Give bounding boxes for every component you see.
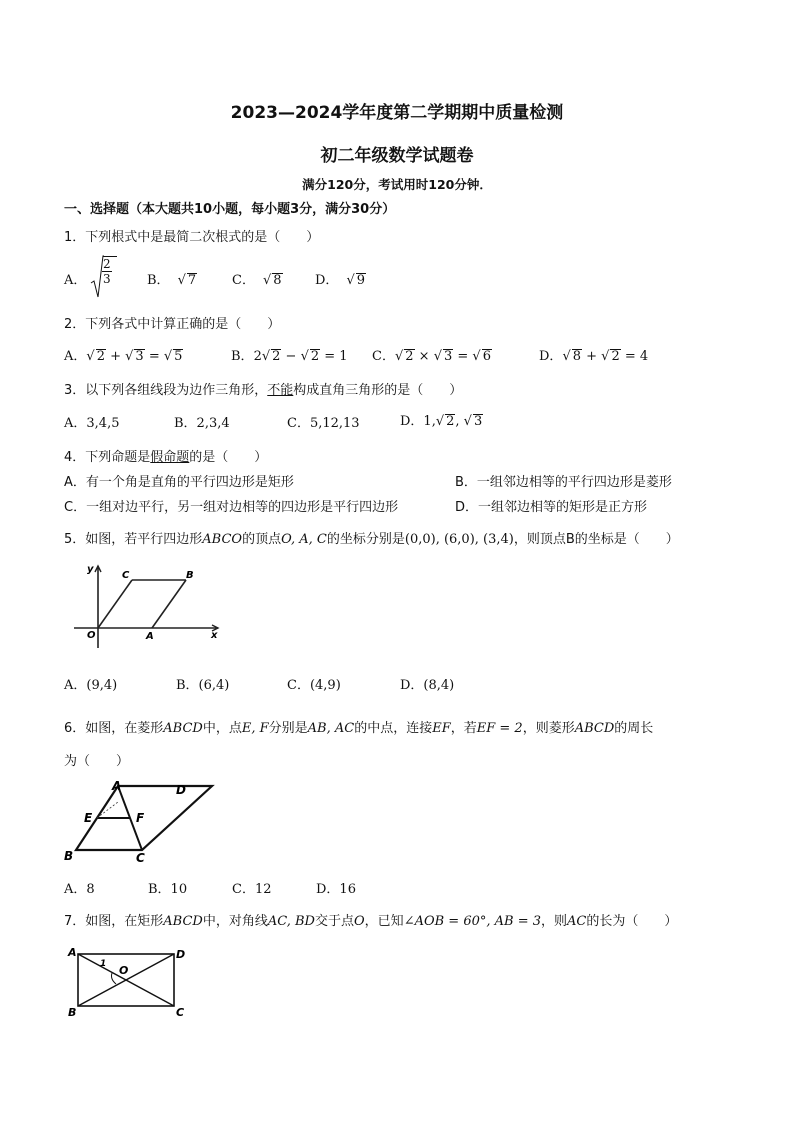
label-e: E xyxy=(84,811,93,825)
q1-b: B． √ 7 xyxy=(147,273,197,288)
q6-option-a: A．8 xyxy=(64,882,95,897)
q2-option-d: D．√ 8 + √ 2 = 4 xyxy=(539,349,649,364)
label-c: C xyxy=(136,851,145,865)
q1-a-label: A． xyxy=(64,273,87,288)
q3-stem: 3．以下列各组线段为边作三角形，不能构成直角三角形的是（ ） xyxy=(64,383,463,398)
q1-d: D． √ 9 xyxy=(315,273,366,288)
label-a: A xyxy=(68,946,77,959)
q4-option-b: B．一组邻边相等的平行四边形是菱形 xyxy=(455,475,672,490)
q5-option-d: D．(8,4) xyxy=(400,678,455,693)
q3-option-c: C．5,12,13 xyxy=(287,416,360,431)
label-o: O xyxy=(119,964,129,977)
q2-stem: 2．下列各式中计算正确的是（ ） xyxy=(64,317,281,332)
q1-stem: 1．下列根式中是最简二次根式的是（ ） xyxy=(64,230,320,245)
q7-stem: 7．如图，在矩形ABCD中，对角线AC, BD交于点O，已知∠AOB = 60°, AB = 3，则AC的长为（ ） xyxy=(64,914,678,929)
q2-option-b: B．2√ 2 − √ 2 = 1 xyxy=(231,349,348,364)
q2-option-a: A．√ 2 + √ 3 = √ 5 xyxy=(64,349,183,364)
label-d: D xyxy=(176,783,186,797)
q6-stem-line1: 6．如图，在菱形ABCD中，点E, F分别是AB, AC的中点，连接EF，若EF = 2，则菱形ABCD的周长 xyxy=(64,721,654,736)
label-b: B xyxy=(64,849,74,863)
label-y: y xyxy=(87,564,94,575)
label-c: C xyxy=(176,1006,185,1019)
exam-subtitle: 初二年级数学试题卷 xyxy=(320,146,474,166)
q7-figure xyxy=(64,944,194,1020)
label-o: O xyxy=(87,630,96,641)
q6-stem-line2: 为（ ） xyxy=(64,754,130,769)
score-note: 满分120分，考试用时120分钟． xyxy=(302,177,492,192)
side-oc xyxy=(98,580,132,628)
section-heading: 一、选择题（本大题共10小题，每小题3分，满分30分） xyxy=(64,202,396,217)
q3-option-b: B．2,3,4 xyxy=(174,416,230,431)
label-a: A xyxy=(146,631,154,642)
q3-option-a: A．3,4,5 xyxy=(64,416,120,431)
q5-stem: 5．如图，若平行四边形ABCO的顶点O, A, C的坐标分别是(0,0), (6,0), (3,4)，则顶点B的坐标是（ ） xyxy=(64,532,679,547)
q3-option-d: D．1,√ 2, √ 3 xyxy=(400,414,483,429)
label-b: B xyxy=(68,1006,77,1019)
q6-option-c: C．12 xyxy=(232,882,272,897)
label-f: F xyxy=(136,811,145,825)
side-ba xyxy=(152,580,186,628)
q1-c: C． √ 8 xyxy=(232,273,282,288)
label-b: B xyxy=(186,570,194,581)
label-c: C xyxy=(122,570,130,581)
q4-option-a: A．有一个角是直角的平行四边形是矩形 xyxy=(64,475,294,490)
q6-option-d: D．16 xyxy=(316,882,356,897)
q5-option-c: C．(4,9) xyxy=(287,678,341,693)
q5-option-b: B．(6,4) xyxy=(176,678,230,693)
q4-option-c: C．一组对边平行，另一组对边相等的四边形是平行四边形 xyxy=(64,500,399,515)
label-d: D xyxy=(176,948,186,961)
exam-title: 2023—2024学年度第二学期期中质量检测 xyxy=(230,103,564,123)
q5-figure xyxy=(70,560,230,652)
q6-figure xyxy=(62,778,222,866)
q4-stem: 4．下列命题是假命题的是（ ） xyxy=(64,450,268,465)
q6-option-b: B．10 xyxy=(148,882,188,897)
q4-option-d: D．一组邻边相等的矩形是正方形 xyxy=(455,500,648,515)
svg-text:1: 1 xyxy=(100,959,107,969)
q2-option-c: C．√ 2 × √ 3 = √ 6 xyxy=(372,349,491,364)
label-x: x xyxy=(211,630,218,641)
label-a: A xyxy=(112,779,122,793)
q5-option-a: A．(9,4) xyxy=(64,678,118,693)
